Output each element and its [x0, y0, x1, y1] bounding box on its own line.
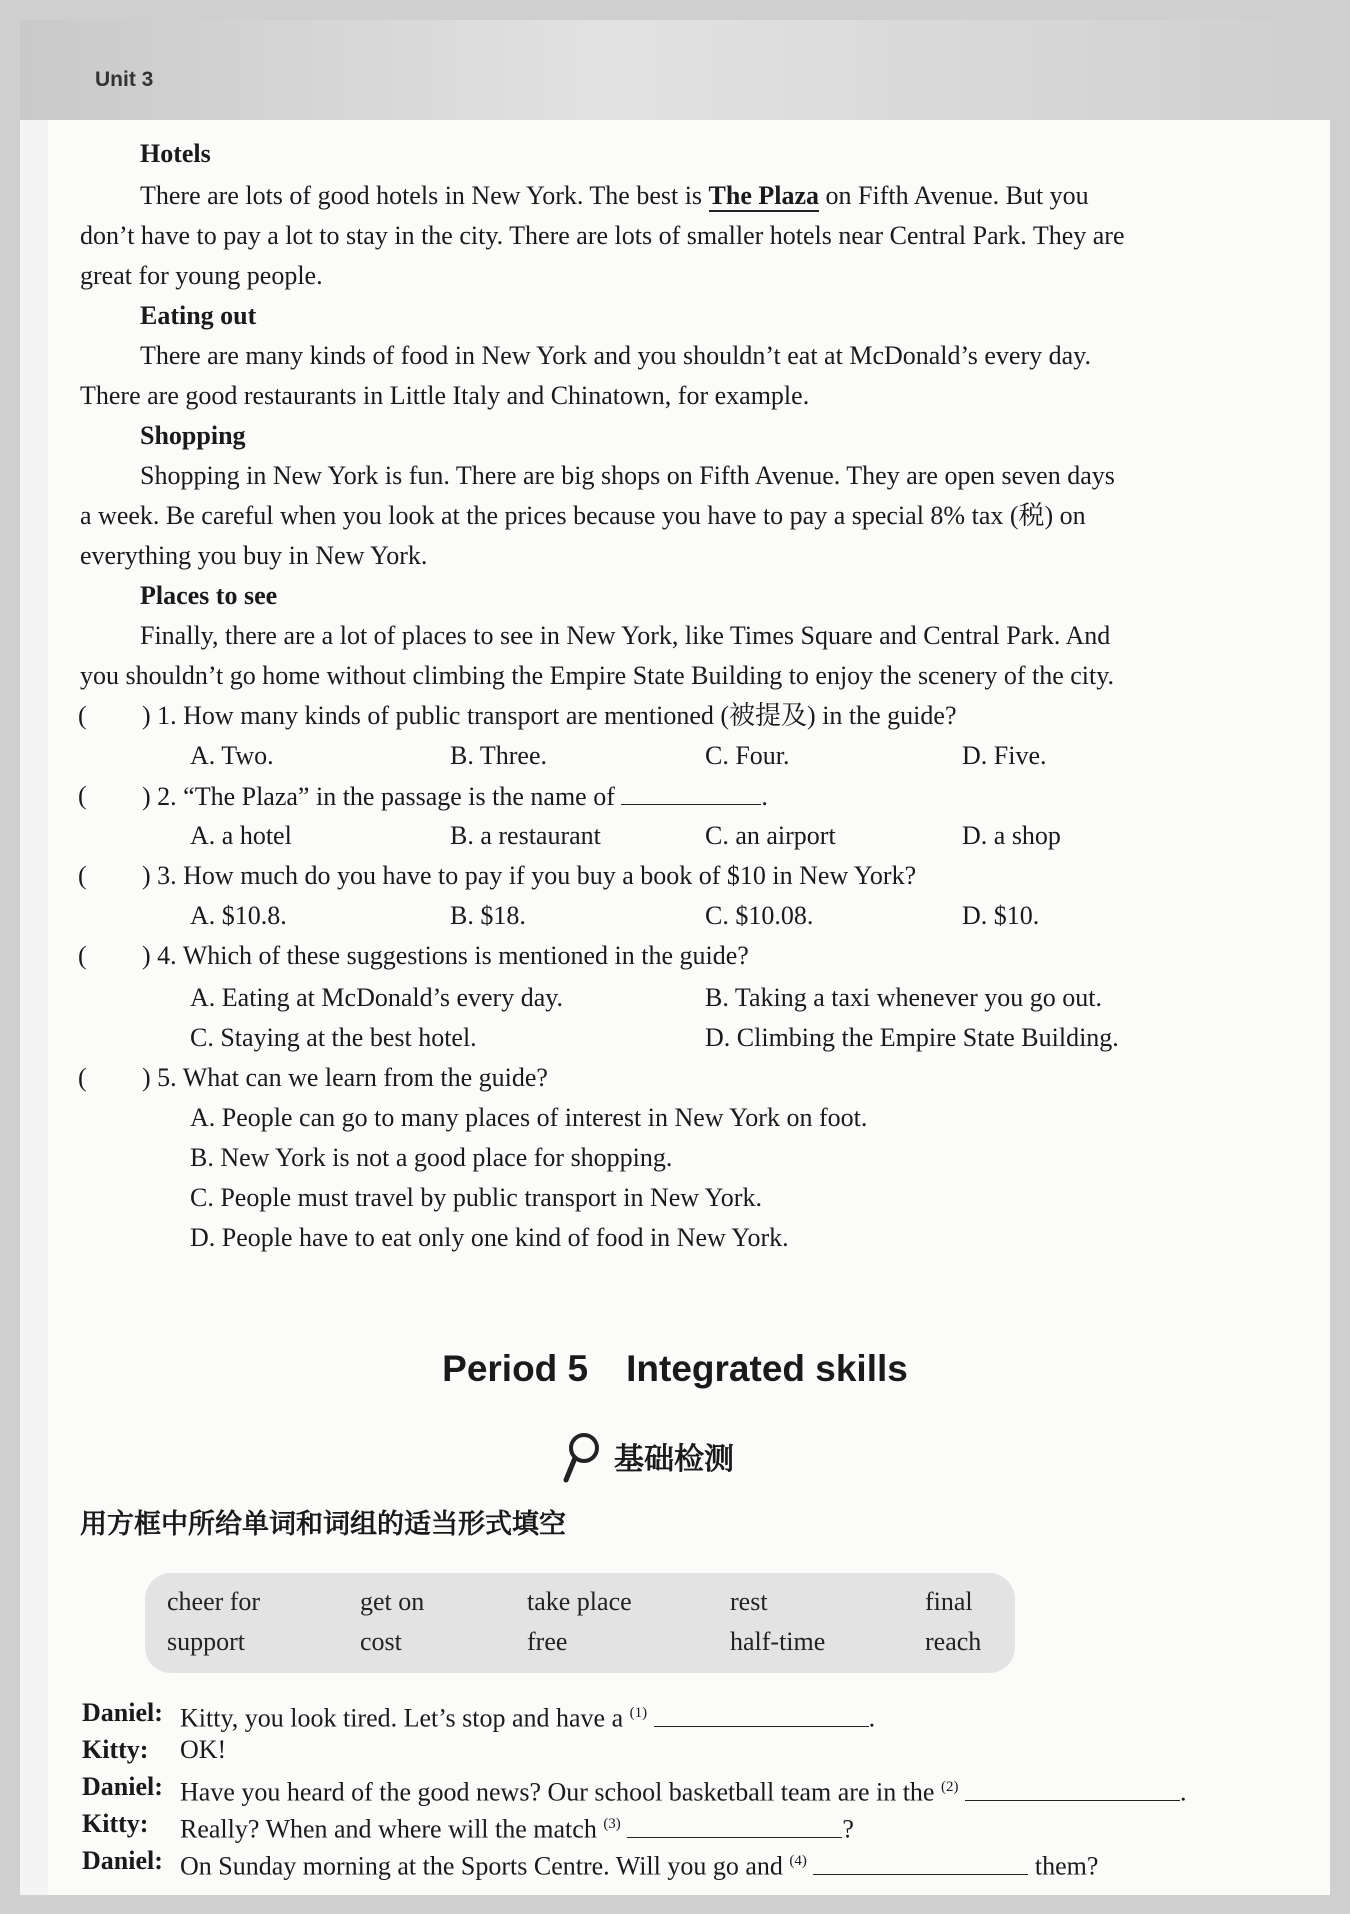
magnifier-icon	[560, 1430, 604, 1486]
word-box-item: cost	[360, 1627, 402, 1656]
dialogue-speaker-1: Daniel:	[82, 1698, 163, 1727]
q5-option-b: B. New York is not a good place for shopping.	[190, 1143, 673, 1172]
q4-option-d: D. Climbing the Empire State Building.	[705, 1023, 1119, 1052]
q1-option-d: D. Five.	[962, 741, 1047, 770]
shopping-line-3: everything you buy in New York.	[80, 541, 428, 570]
blank-2[interactable]	[965, 1774, 1180, 1801]
question-2-line: ) 2. “The Plaza” in the passage is the name of .	[142, 778, 768, 815]
dialogue-speaker-4: Kitty:	[82, 1809, 149, 1838]
period-title: Period 5 Integrated skills	[442, 1348, 908, 1389]
dialogue-speaker-2: Kitty:	[82, 1735, 149, 1764]
heading-places-to-see: Places to see	[140, 581, 278, 610]
q4-option-b: B. Taking a taxi whenever you go out.	[705, 983, 1103, 1012]
word-box-item: final	[925, 1587, 973, 1616]
dialogue-line-5: On Sunday morning at the Sports Centre. Will you go and $^{(4)}$ them?	[180, 1843, 1098, 1885]
question-1-stem: ) 1. How many kinds of public transport are mentioned (被提及) in the guide?	[142, 701, 957, 730]
q3-option-d: D. $10.	[962, 901, 1040, 930]
unit-header-band	[20, 20, 1330, 120]
answer-paren-1: (	[78, 701, 87, 730]
q1-option-c: C. Four.	[705, 741, 790, 770]
q2-blank[interactable]	[621, 778, 761, 805]
q3-option-c: C. $10.08.	[705, 901, 814, 930]
blank-1[interactable]	[654, 1700, 869, 1727]
word-box-item: get on	[360, 1587, 425, 1616]
the-plaza-highlight: The Plaza	[708, 181, 820, 210]
answer-paren-4: (	[78, 941, 87, 970]
instruction: 用方框中所给单词和词组的适当形式填空	[80, 1509, 566, 1540]
q2-option-d: D. a shop	[962, 821, 1061, 850]
q3-option-a: A. $10.8.	[190, 901, 287, 930]
eating-line-1: There are many kinds of food in New York and you shouldn’t eat at McDonald’s every day.	[140, 341, 1091, 370]
section-label: 基础检测	[614, 1442, 734, 1477]
q2-option-b: B. a restaurant	[450, 821, 601, 850]
answer-paren-5: (	[78, 1063, 87, 1092]
hotels-line-2: don’t have to pay a lot to stay in the city. There are lots of smaller hotels near Central Park. They are	[80, 221, 1125, 250]
shopping-line-2: a week. Be careful when you look at the prices because you have to pay a special 8% tax (税) on	[80, 501, 1086, 530]
blank-3[interactable]	[627, 1811, 842, 1838]
dialogue-speaker-3: Daniel:	[82, 1772, 163, 1801]
unit-label: Unit 3	[95, 68, 154, 91]
q3-option-b: B. $18.	[450, 901, 526, 930]
dialogue-speaker-5: Daniel:	[82, 1846, 163, 1875]
answer-paren-2: (	[78, 781, 87, 810]
answer-paren-3: (	[78, 861, 87, 890]
heading-shopping: Shopping	[140, 421, 246, 450]
word-box-item: support	[167, 1627, 245, 1656]
word-box-item: take place	[527, 1587, 632, 1616]
dialogue-line-3: Have you heard of the good news? Our school basketball team are in the $^{(2)}$ .	[180, 1769, 1186, 1811]
question-3-stem: ) 3. How much do you have to pay if you buy a book of $10 in New York?	[142, 861, 917, 890]
shopping-line-1: Shopping in New York is fun. There are big shops on Fifth Avenue. They are open seven days	[140, 461, 1115, 490]
q5-option-a: A. People can go to many places of interest in New York on foot.	[190, 1103, 868, 1132]
dialogue-line-2: OK!	[180, 1735, 227, 1764]
q4-option-c: C. Staying at the best hotel.	[190, 1023, 477, 1052]
q1-option-a: A. Two.	[190, 741, 274, 770]
q5-option-c: C. People must travel by public transport in New York.	[190, 1183, 762, 1212]
dialogue-line-1: Kitty, you look tired. Let’s stop and have a $^{(1)}$ .	[180, 1695, 875, 1737]
word-box-item: half-time	[730, 1627, 826, 1656]
question-4-stem: ) 4. Which of these suggestions is mentioned in the guide?	[142, 941, 749, 970]
places-line-2: you shouldn’t go home without climbing the Empire State Building to enjoy the scenery of the city.	[80, 661, 1115, 690]
blank-4[interactable]	[813, 1848, 1028, 1875]
question-2-stem: ) 2. “The Plaza” in the passage is the name of	[142, 782, 615, 811]
word-box-item: cheer for	[167, 1587, 261, 1616]
hotels-line-1: There are lots of good hotels in New York. The best is The Plaza on Fifth Avenue. But you	[140, 181, 1089, 210]
q4-option-a: A. Eating at McDonald’s every day.	[190, 983, 564, 1012]
word-box-item: rest	[730, 1587, 768, 1616]
eating-line-2: There are good restaurants in Little Italy and Chinatown, for example.	[80, 381, 810, 410]
hotels-line-3: great for young people.	[80, 261, 323, 290]
q1-option-b: B. Three.	[450, 741, 547, 770]
question-5-stem: ) 5. What can we learn from the guide?	[142, 1063, 548, 1092]
heading-eating-out: Eating out	[140, 301, 257, 330]
q2-option-a: A. a hotel	[190, 821, 292, 850]
heading-hotels: Hotels	[140, 139, 211, 168]
places-line-1: Finally, there are a lot of places to see in New York, like Times Square and Central Park. And	[140, 621, 1111, 650]
q2-option-c: C. an airport	[705, 821, 836, 850]
dialogue-line-4: Really? When and where will the match $^{(3)}$ ?	[180, 1806, 854, 1848]
word-box-item: reach	[925, 1627, 982, 1656]
word-box-item: free	[527, 1627, 568, 1656]
q5-option-d: D. People have to eat only one kind of food in New York.	[190, 1223, 789, 1252]
